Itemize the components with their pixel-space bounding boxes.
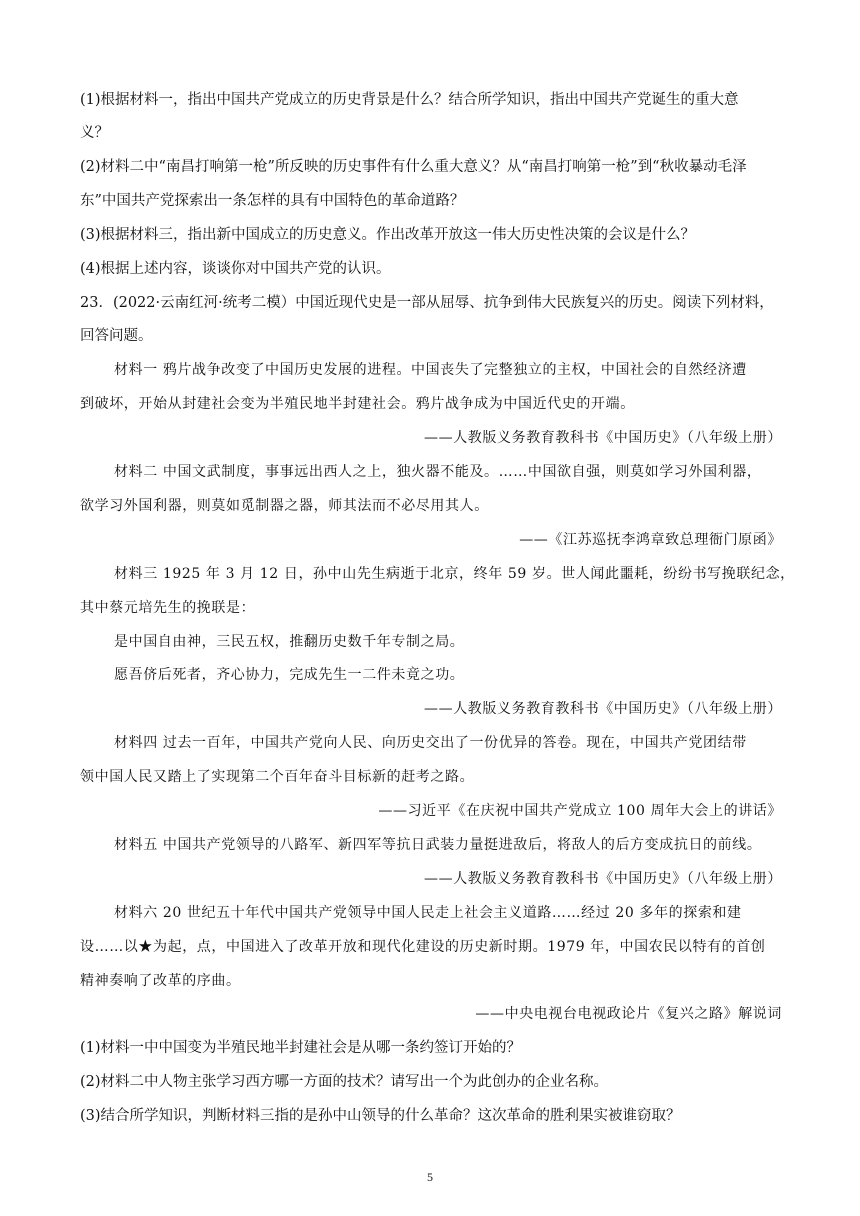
material-3-source: ——人教版义务教育教科书《中国历史》（八年级上册） [424, 701, 782, 717]
material-5-source: ——人教版义务教育教科书《中国历史》（八年级上册） [424, 871, 782, 887]
q22-sub-2: (2)材料二中“南昌打响第一枪”所反映的历史事件有什么重大意义？从“南昌打响第一枪”到“秋收暴动毛泽 [80, 159, 747, 175]
material-2-line-1: 材料二 中国文武制度，事事远出西人之上，独火器不能及。……中国欲自强，则莫如学习外国利器， [114, 464, 762, 480]
material-3-line-2: 其中蔡元培先生的挽联是： [80, 600, 256, 616]
material-1-source: ——人教版义务教育教科书《中国历史》（八年级上册） [424, 430, 782, 446]
page-number: 5 [427, 1170, 433, 1184]
material-6-line-1: 材料六 20 世纪五十年代中国共产党领导中国人民走上社会主义道路……经过 20 多年的探索和建 [114, 905, 742, 921]
material-3-couplet-2: 愿吾侪后死者，齐心协力，完成先生一二件未竟之功。 [114, 667, 465, 683]
material-3-couplet-1: 是中国自由神，三民五权，推翻历史数千年专制之局。 [114, 634, 465, 650]
q22-sub-1: (1)根据材料一，指出中国共产党成立的历史背景是什么？结合所学知识，指出中国共产党诞生的重大意 [80, 92, 739, 108]
material-2-source: ——《江苏巡抚李鸿章致总理衙门原函》 [519, 532, 782, 548]
material-5-line-1: 材料五 中国共产党领导的八路军、新四军等抗日武装力量挺进敌后，将敌人的后方变成抗日的前线。 [114, 837, 762, 853]
material-6-line-2: 设……以★为起，点，中国进入了改革开放和现代化建设的历史新时期。1979 年，中国农民以特有的首创 [80, 939, 766, 955]
material-1-line-2: 到破坏，开始从封建社会变为半殖民地半封建社会。鸦片战争成为中国近代史的开端。 [80, 396, 635, 412]
material-6-source: ——中央电视台电视政论片《复兴之路》解说词 [475, 1006, 782, 1022]
material-1-line-1: 材料一 鸦片战争改变了中国历史发展的进程。中国丧失了完整独立的主权，中国社会的自然经济遭 [114, 362, 747, 378]
q23-intro: 23．(2022·云南红河·统考二模）中国近现代史是一部从屈辱、抗争到伟大民族复兴的历史。阅读下列材料， [80, 295, 774, 311]
material-4-source: ——习近平《在庆祝中国共产党成立 100 周年大会上的讲话》 [378, 803, 782, 819]
material-3-line-1: 材料三 1925 年 3 月 12 日，孙中山先生病逝于北京，终年 59 岁。世人闻此噩耗，纷纷书写挽联纪念， [114, 566, 795, 582]
q23-sub-1: (1)材料一中中国变为半殖民地半封建社会是从哪一条约签订开始的？ [80, 1040, 522, 1056]
q23-sub-2: (2)材料二中人物主张学习西方哪一方面的技术？请写出一个为此创办的企业名称。 [80, 1074, 609, 1090]
material-6-line-3: 精神奏响了改革的序曲。 [80, 973, 241, 989]
q23-intro-cont: 回答问题。 [80, 328, 153, 344]
q22-sub-1-cont: 义？ [80, 125, 109, 141]
material-2-line-2: 欲学习外国利器，则莫如觅制器之器，师其法而不必尽用其人。 [80, 498, 489, 514]
q22-sub-3: (3)根据材料三，指出新中国成立的历史意义。作出改革开放这一伟大历史性决策的会议是什么？ [80, 227, 696, 243]
q22-sub-4: (4)根据上述内容，谈谈你对中国共产党的认识。 [80, 261, 391, 277]
q22-sub-2-cont: 东”中国共产党探索出一条怎样的具有中国特色的革命道路？ [80, 193, 465, 209]
material-4-line-1: 材料四 过去一百年，中国共产党向人民、向历史交出了一份优异的答卷。现在，中国共产党团结带 [114, 735, 747, 751]
q23-sub-3: (3)结合所学知识，判断材料三指的是孙中山领导的什么革命？这次革命的胜利果实被谁窃取？ [80, 1108, 681, 1124]
material-4-line-2: 领中国人民又踏上了实现第二个百年奋斗目标新的赶考之路。 [80, 769, 475, 785]
